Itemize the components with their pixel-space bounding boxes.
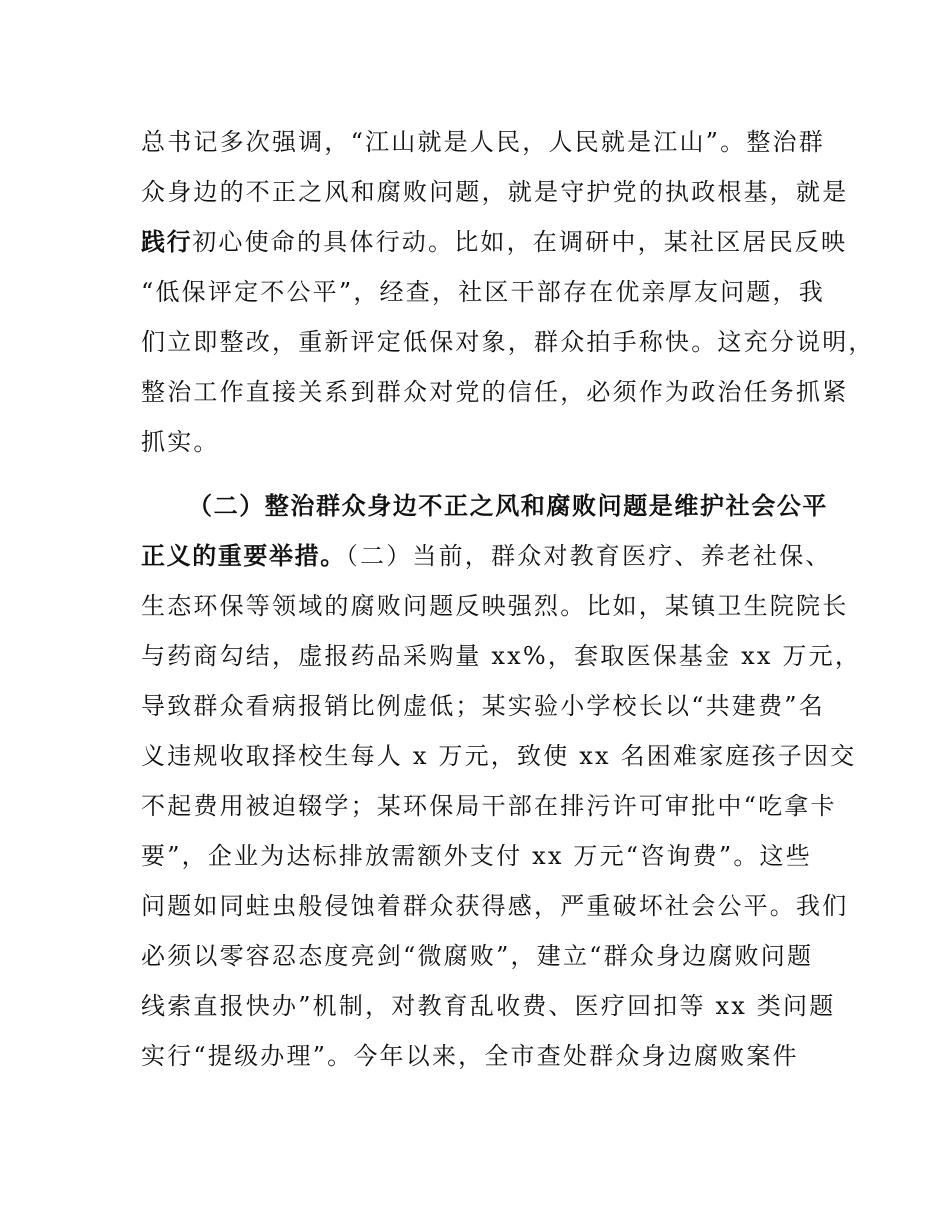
paragraph-line: 众身边的不正之风和腐败问题，就是守护党的执政根基，就是 xyxy=(141,178,849,206)
paragraph-line: 生态环保等领域的腐败问题反映强烈。比如，某镇卫生院院长 xyxy=(141,592,849,620)
paragraph-line: 必须以零容忍态度亮剑“微腐败”，建立“群众身边腐败问题 xyxy=(141,942,814,970)
paragraph-line: “低保评定不公平”，经查，社区干部存在优亲厚友问题，我 xyxy=(141,278,825,306)
bold-word: 践行 xyxy=(141,228,193,256)
section-heading-end: 正义的重要举措。 xyxy=(141,542,346,570)
paragraph-line: 总书记多次强调，“江山就是人民，人民就是江山”。整治群 xyxy=(141,128,825,156)
paragraph-line: 导致群众看病报销比例虚低；某实验小学校长以“共建费”名 xyxy=(141,692,825,720)
paragraph-line: 们立即整改，重新评定低保对象，群众拍手称快。这充分说明， xyxy=(141,328,875,356)
paragraph-line: 问题如同蛀虫般侵蚀着群众获得感，严重破坏社会公平。我们 xyxy=(141,892,849,920)
paragraph-line-rest: （二）当前，群众对教育医疗、养老社保、 xyxy=(345,542,832,570)
paragraph-line xyxy=(141,540,832,572)
paragraph-line: 不起费用被迫辍学；某环保局干部在排污许可审批中“吃拿卡 xyxy=(141,792,837,820)
paragraph-line: 整治工作直接关系到群众对党的信任，必须作为政治任务抓紧 xyxy=(141,378,849,406)
paragraph-line: 要”，企业为达标排放需额外支付 xx 万元“咨询费”。这些 xyxy=(141,842,812,870)
paragraph-line xyxy=(141,226,847,258)
paragraph-line: 义违规收取择校生每人 x 万元，致使 xx 名困难家庭孩子因交 xyxy=(141,742,857,770)
paragraph-line-rest: 初心使命的具体行动。比如，在调研中，某社区居民反映 xyxy=(192,228,848,256)
paragraph-line: 实行“提级办理”。今年以来，全市查处群众身边腐败案件 xyxy=(141,1042,799,1070)
section-heading: （二）整治群众身边不正之风和腐败问题是维护社会公平 xyxy=(188,492,828,520)
paragraph-line: 与药商勾结，虚报药品采购量 xx%，套取医保基金 xx 万元， xyxy=(141,642,862,670)
paragraph-line: 线索直报快办”机制，对教育乱收费、医疗回扣等 xx 类问题 xyxy=(141,992,836,1020)
paragraph-line: 抓实。 xyxy=(141,428,220,456)
